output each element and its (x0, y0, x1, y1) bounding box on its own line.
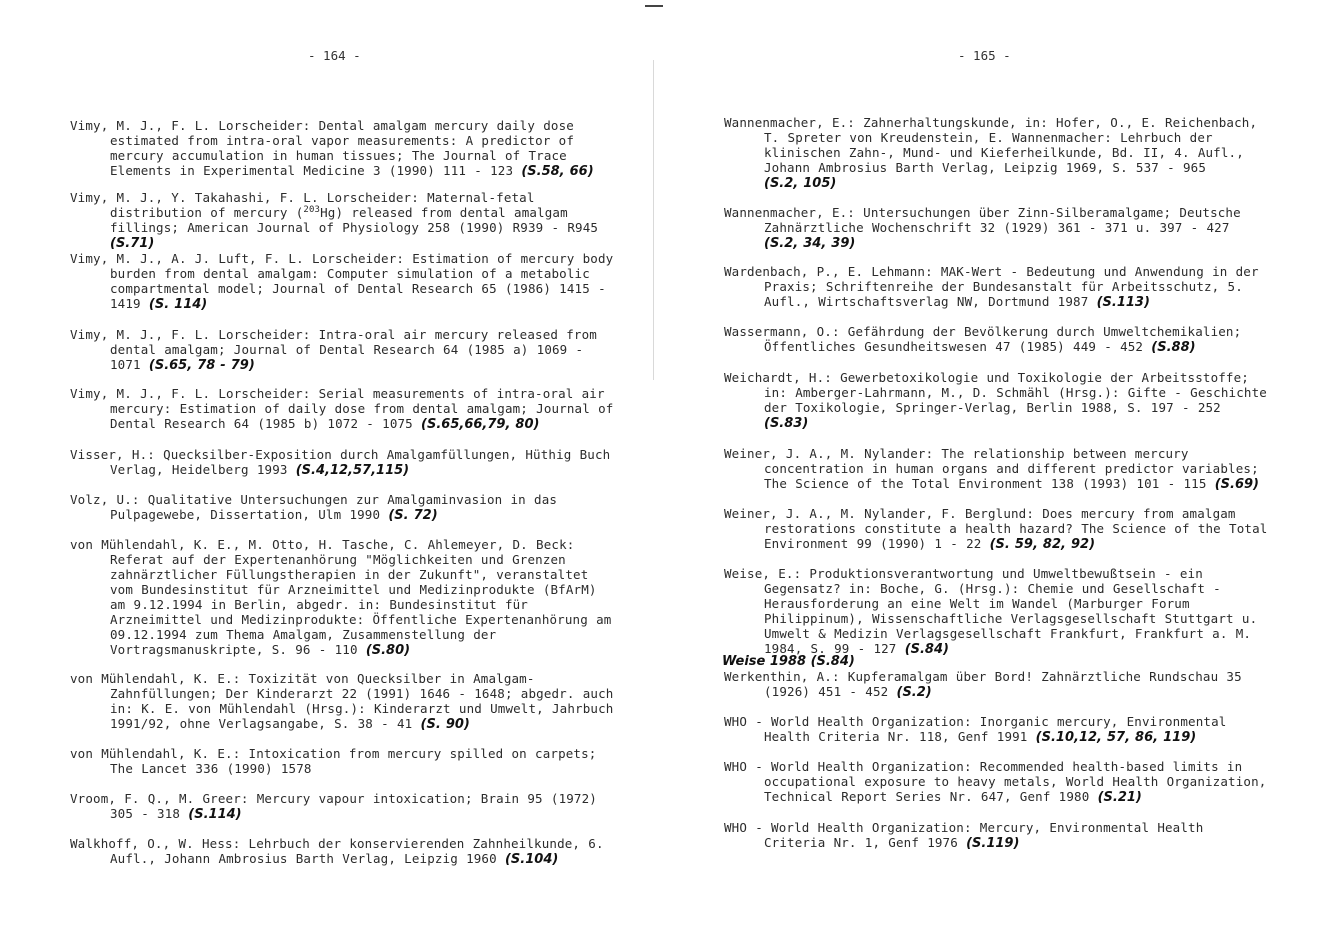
entry-text: WHO - World Health Organization: Mercury, Environmental Health Criteria Nr. 1, Genf 1976 (724, 820, 1204, 850)
bibliography-entry (724, 714, 1272, 745)
entry-text: von Mühlendahl, K. E.: Toxizität von Quecksilber in Amalgam-Zahnfüllungen; Der Kinderarzt 22 (1991) 1646 - 1648; abgedr. auch in: K. E. von Mühlendahl (Hrsg.): Kinderarzt und Umwelt, Jahrbuch 1991/92, ohne Verlagsangabe, S. 38 - 41 (70, 671, 614, 731)
bibliography-entry (724, 669, 1272, 700)
bibliography-entry (70, 386, 618, 432)
handwritten-page-reference: (S.4,12,57,115) (295, 463, 410, 478)
entry-text: Wannenmacher, E.: Untersuchungen über Zinn-Silberamalgame; Deutsche Zahnärztliche Wochenschrift 32 (1929) 361 - 371 u. 397 - 427 (724, 205, 1241, 235)
bibliography-entry (70, 537, 618, 658)
entry-text: Weichardt, H.: Gewerbetoxikologie und Toxikologie der Arbeitsstoffe; in: Amberger-Lahrmann, M., D. Schmähl (Hrsg.): Gifte - Geschichte der Toxikologie, Springer-Verlag, Berlin 1988, S. 197 - 252 (724, 370, 1267, 415)
page-number: - 164 - (308, 48, 361, 63)
bibliography-entry (70, 118, 618, 179)
bibliography-entry (70, 492, 618, 523)
bibliography-entry (70, 327, 618, 373)
handwritten-page-reference: (S.69) (1214, 477, 1259, 492)
handwritten-page-reference: (S.84) (904, 642, 949, 657)
handwritten-page-reference: (S.104) (504, 852, 559, 867)
entry-text: WHO - World Health Organization: Recommended health-based limits in occupational exposure to heavy metals, World Health Organization, Technical Report Series Nr. 647, Genf 1980 (724, 759, 1267, 804)
entry-text: Walkhoff, O., W. Hess: Lehrbuch der konservierenden Zahnheilkunde, 6. Aufl., Johann Ambrosius Barth Verlag, Leipzig 1960 (70, 836, 604, 866)
bibliography-entry (724, 566, 1272, 657)
isotope-superscript: 203 (303, 204, 321, 215)
entry-text: Weise, E.: Produktionsverantwortung und Umweltbewußtsein - ein Gegensatz? in: Boche, G. (Hrsg.): Chemie und Gesellschaft - Herausforderung an eine Welt im Wandel (Marburger Forum Philippinum), Wissenschaftliche Verlagsgesellschaft Stuttgart u. Umwelt & Medizin Verlagsgesellschaft Frankfurt, Frankfurt a. M. 1984, S. 99 - 127 (724, 566, 1258, 656)
entry-text: Vimy, M. J., F. L. Lorscheider: Serial measurements of intra-oral air mercury: Estimation of daily dose from dental amalgam; Journal of Dental Research 64 (1985 b) 1072 - 1075 (70, 386, 614, 431)
handwritten-page-reference: (S.65, 78 - 79) (148, 358, 255, 373)
entry-text: Vimy, M. J., F. L. Lorscheider: Dental amalgam mercury daily dose estimated from intra-oral vapor measurements: A predictor of mercury accumulation in human tissues; The Journal of Trace Elements in Experimental Medicine 3 (1990) 111 - 123 (70, 118, 575, 178)
entry-text: von Mühlendahl, K. E.: Intoxication from mercury spilled on carpets; The Lancet 336 (1990) 1578 (70, 746, 597, 776)
entry-text: von Mühlendahl, K. E., M. Otto, H. Tasche, C. Ahlemeyer, D. Beck: Referat auf der Expertenanhörung "Möglichkeiten und Grenzen zahnärztlicher Füllungstherapien in der Zukunft", veranstaltet vom Bundesinstitut für Arzneimittel und Medizinprodukte (BfArM) am 9.12.1994 in Berlin, abgedr. in: Bundesinstitut für Arzneimittel und Medizinprodukte: Öffentliche Expertenanhörung am 09.12.1994 zum Thema Amalgam, Zusammenstellung der Vortragsmanuskripte, S. 96 - 110 (70, 537, 612, 657)
entry-text: Weiner, J. A., M. Nylander: The relationship between mercury concentration in human organs and different predictor variables; The Science of the Total Environment 138 (1993) 101 - 115 (724, 446, 1259, 491)
handwritten-page-reference: (S.21) (1097, 790, 1142, 805)
bibliography-entry (70, 746, 618, 777)
handwritten-page-reference: (S.58, 66) (521, 164, 594, 179)
handwritten-page-reference: (S. 72) (388, 508, 438, 523)
bibliography-entry (70, 447, 618, 478)
handwritten-page-reference: (S.119) (966, 836, 1020, 851)
handwritten-annotation: Weise 1988 (S.84) (722, 654, 855, 669)
bibliography-entry (724, 446, 1272, 492)
right-page (672, 0, 1342, 949)
handwritten-page-reference: (S.71) (110, 236, 155, 251)
handwritten-page-reference: (S.10,12, 57, 86, 119) (1035, 730, 1197, 745)
handwritten-page-reference: (S. 114) (148, 297, 208, 312)
bibliography-entry (724, 759, 1272, 805)
bibliography-entry (70, 791, 618, 822)
handwritten-page-reference: (S.114) (188, 807, 242, 822)
bibliography-entry (724, 264, 1272, 310)
bibliography-entry (724, 370, 1272, 431)
bibliography-entry (70, 190, 618, 251)
entry-text: Volz, U.: Qualitative Untersuchungen zur Amalgaminvasion in das Pulpagewebe, Dissertation, Ulm 1990 (70, 492, 558, 522)
bibliography-entry (724, 506, 1272, 552)
entry-text: Wardenbach, P., E. Lehmann: MAK-Wert - Bedeutung und Anwendung in der Praxis; Schriftenreihe der Bundesanstalt für Arbeitsschutz, 5. Aufl., Wirtschaftsverlag NW, Dortmund 1987 (724, 264, 1259, 309)
handwritten-page-reference: (S.83) (764, 416, 809, 431)
entry-text: Vroom, F. Q., M. Greer: Mercury vapour intoxication; Brain 95 (1972) 305 - 318 (70, 791, 597, 821)
bibliography-entry (70, 251, 618, 312)
handwritten-page-reference: (S.2) (896, 685, 932, 700)
entry-text: Vimy, M. J., F. L. Lorscheider: Intra-oral air mercury released from dental amalgam; Journal of Dental Research 64 (1985 a) 1069 - 1071 (70, 327, 597, 372)
entry-text-continued: Hg) released from dental amalgam fillings; American Journal of Physiology 258 (1990) R939 - R945 (110, 205, 599, 235)
left-page (0, 0, 660, 949)
entry-text: Wassermann, O.: Gefährdung der Bevölkerung durch Umweltchemikalien; Öffentliches Gesundheitswesen 47 (1985) 449 - 452 (724, 324, 1242, 354)
handwritten-page-reference: (S. 90) (420, 717, 470, 732)
entry-text: Wannenmacher, E.: Zahnerhaltungskunde, in: Hofer, O., E. Reichenbach, T. Spreter von Kreudenstein, E. Wannenmacher: Lehrbuch der klinischen Zahn-, Mund- und Kieferheilkunde, Bd. II, 4. Aufl., Johann Ambrosius Barth Verlag, Leipzig 1969, S. 537 - 965 (724, 115, 1258, 175)
entry-text: Weiner, J. A., M. Nylander, F. Berglund: Does mercury from amalgam restorations constitute a health hazard? The Science of the Total Environment 99 (1990) 1 - 22 (724, 506, 1268, 551)
handwritten-page-reference: (S.2, 34, 39) (764, 236, 856, 251)
handwritten-page-reference: (S.2, 105) (764, 176, 837, 191)
entry-text: Werkenthin, A.: Kupferamalgam über Bord! Zahnärztliche Rundschau 35 (1926) 451 - 452 (724, 669, 1242, 699)
bibliography-entry (70, 836, 618, 867)
handwritten-page-reference: (S.65,66,79, 80) (421, 417, 540, 432)
entry-text: WHO - World Health Organization: Inorganic mercury, Environmental Health Criteria Nr. 118, Genf 1991 (724, 714, 1227, 744)
handwritten-page-reference: (S. 59, 82, 92) (989, 537, 1096, 552)
entry-text: Vimy, M. J., Y. Takahashi, F. L. Lorscheider: Maternal-fetal distribution of mercury ( (70, 190, 535, 220)
bibliography-entry (724, 820, 1272, 851)
bibliography-entry (724, 115, 1272, 191)
entry-text: Visser, H.: Quecksilber-Exposition durch Amalgamfüllungen, Hüthig Buch Verlag, Heidelberg 1993 (70, 447, 611, 477)
handwritten-page-reference: (S.88) (1151, 340, 1196, 355)
entry-text: Vimy, M. J., A. J. Luft, F. L. Lorscheider: Estimation of mercury body burden from dental amalgam: Computer simulation of a metabolic compartmental model; Journal of Dental Research 65 (1986) 1415 - 1419 (70, 251, 614, 311)
page-number: - 165 - (958, 48, 1011, 63)
handwritten-page-reference: (S.80) (365, 643, 411, 658)
handwritten-page-reference: (S.113) (1096, 295, 1150, 310)
bibliography-entry (70, 671, 618, 732)
bibliography-entry (724, 324, 1272, 355)
bibliography-entry (724, 205, 1272, 251)
